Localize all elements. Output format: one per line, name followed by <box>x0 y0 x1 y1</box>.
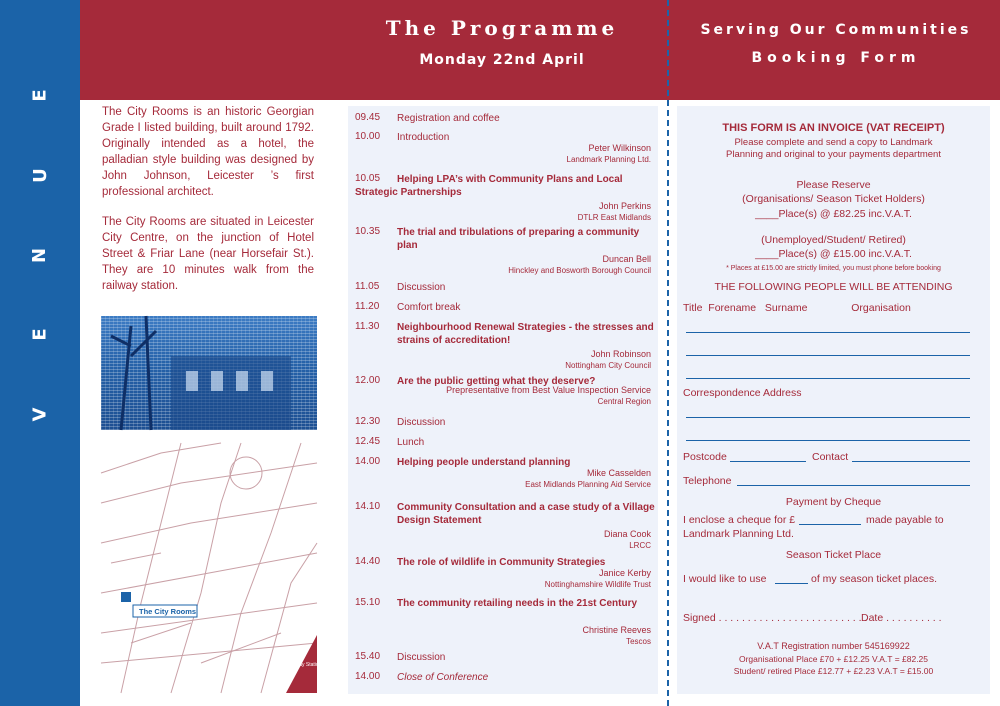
speaker-name: John Robinson <box>590 349 651 359</box>
programme-session: The community retailing needs in the 21st Century <box>397 598 638 609</box>
org-place-price: Organisational Place £70 + £12.25 V.A.T = £82.25 <box>738 654 929 664</box>
correspondence-label: Correspondence Address <box>683 387 802 399</box>
vat-registration: V.A.T Registration number 545169922 <box>757 641 910 651</box>
programme-time: 11.05 <box>355 281 380 292</box>
venue-sidebar <box>0 0 80 706</box>
speaker-name: Christine Reeves <box>582 625 651 635</box>
address-line-1[interactable] <box>686 417 970 418</box>
date-field[interactable]: Date . . . . . . . . . . <box>861 612 942 624</box>
city-rooms-marker <box>121 592 131 602</box>
programme-time: 11.20 <box>355 301 380 312</box>
programme-session: Comfort break <box>397 302 461 313</box>
street-map <box>101 443 322 693</box>
season-places-field[interactable] <box>775 583 808 584</box>
programme-time: 14.00 <box>355 671 381 682</box>
programme-time: 12.30 <box>355 416 381 427</box>
venue-description <box>102 104 314 308</box>
speaker-organisation: Nottinghamshire Wildlife Trust <box>544 580 651 589</box>
cheque-text: I enclose a cheque for £ <box>683 514 796 526</box>
unemployed-label: (Unemployed/Student/ Retired) <box>761 234 906 246</box>
programme-time: 12.45 <box>355 436 381 447</box>
season-heading: Season Ticket Place <box>785 549 882 561</box>
season-text: I would like to use <box>683 573 767 585</box>
venue-letter: U <box>29 167 51 183</box>
venue-paragraph: The City Rooms is an historic Georgian Grade I listed building, built around 1792. Originally intended as a hotel, the palladian style building was designed by John Johnson, Leicester ’s first professional architect. <box>102 106 314 198</box>
attendee-line-1[interactable] <box>686 332 970 333</box>
cheque-payable: made payable to <box>866 514 944 526</box>
programme-speaker <box>525 468 651 490</box>
programme-time: 11.30 <box>355 321 380 332</box>
speaker-name: Janice Kerby <box>598 568 651 578</box>
speaker-organisation: Central Region <box>597 397 651 406</box>
programme-time: 10.35 <box>355 226 381 237</box>
venue-letter: V <box>29 407 51 422</box>
programme-session: Discussion <box>397 417 446 428</box>
speaker-organisation: Hinckley and Bosworth Borough Council <box>508 266 651 275</box>
please-reserve: Please Reserve <box>796 179 871 191</box>
venue-paragraph: The City Rooms are situated in Leicester City Centre, on the junction of Hotel Street & Friar Lane (near Horsefair St.). They are 10 minutes walk from the railway station. <box>102 216 314 292</box>
programme-session: Are the public getting what they deserve? <box>397 376 596 387</box>
programme-session: Community Consultation and a case study of a Village Design Statement <box>397 502 655 526</box>
programme-speaker <box>582 625 651 647</box>
programme-session: Registration and coffee <box>397 113 500 124</box>
programme-session: The trial and tribulations of preparing a community plan <box>397 227 640 251</box>
place-8225-field[interactable]: ____Place(s) @ £82.25 inc.V.A.T. <box>755 208 912 220</box>
programme-session: Helping LPA’s with Community Plans and Local Strategic Partnerships <box>355 174 623 198</box>
speaker-organisation: Landmark Planning Ltd. <box>566 155 651 164</box>
programme-time: 15.10 <box>355 597 381 608</box>
season-text-end: of my season ticket places. <box>811 573 938 585</box>
programme-time: 15.40 <box>355 651 381 662</box>
programme-session: The role of wildlife in Community Strategies <box>397 557 606 568</box>
speaker-organisation: LRCC <box>629 541 651 550</box>
speaker-name: John Perkins <box>598 201 651 211</box>
place-1500-field[interactable]: ____Place(s) @ £15.00 inc.V.A.T. <box>755 248 912 260</box>
student-place-price: Student/ retired Place £12.77 + £2.23 V.A.T = £15.00 <box>733 666 934 676</box>
telephone-label: Telephone <box>683 475 732 487</box>
programme-speaker <box>446 385 651 407</box>
speaker-organisation: East Midlands Planning Aid Service <box>525 480 651 489</box>
programme-speaker <box>578 201 651 223</box>
map-station-label: Railway Station <box>287 662 322 668</box>
programme-time: 10.00 <box>355 131 381 142</box>
city-rooms-photo <box>101 316 317 430</box>
programme-session: Lunch <box>397 437 425 448</box>
attending-heading: THE FOLLOWING PEOPLE WILL BE ATTENDING <box>714 281 953 293</box>
cheque-payee: Landmark Planning Ltd. <box>683 528 794 540</box>
speaker-name: Prepresentative from Best Value Inspection Service <box>446 385 651 395</box>
attendee-line-2[interactable] <box>686 355 970 356</box>
programme-session: Helping people understand planning <box>397 457 571 468</box>
programme-session: Introduction <box>397 132 450 143</box>
venue-letter: N <box>29 247 51 263</box>
speaker-name: Mike Casselden <box>586 468 651 478</box>
postcode-label: Postcode <box>683 451 727 463</box>
programme-speaker <box>565 349 651 371</box>
speaker-name: Duncan Bell <box>602 254 651 264</box>
address-line-2[interactable] <box>686 440 970 441</box>
programme-speaker <box>567 143 652 165</box>
speaker-name: Peter Wilkinson <box>588 143 651 153</box>
programme-time: 09.45 <box>355 112 381 123</box>
form-subtitle: Booking Form <box>751 50 921 66</box>
places-note: * Places at £15.00 are strictly limited, you must phone before booking <box>726 265 941 272</box>
form-title: Serving Our Communities <box>700 22 972 38</box>
speaker-organisation: Nottingham City Council <box>565 361 651 370</box>
attendee-columns: Title Forename Surname Organisation <box>683 302 911 314</box>
programme-speaker <box>604 529 651 551</box>
building-illustration <box>101 316 317 430</box>
programme-time: 12.00 <box>355 375 381 386</box>
programme-session: Neighbourhood Renewal Strategies - the stresses and strains of accreditation! <box>397 322 654 346</box>
programme-time: 14.10 <box>355 501 381 512</box>
speaker-organisation: DTLR East Midlands <box>577 213 651 222</box>
attendee-line-3[interactable] <box>686 378 970 379</box>
programme-time: 14.00 <box>355 456 381 467</box>
contact-label: Contact <box>812 451 849 463</box>
org-season-holders: (Organisations/ Season Ticket Holders) <box>742 193 925 205</box>
programme-time: 10.05 <box>355 173 381 184</box>
programme-time: 14.40 <box>355 556 381 567</box>
map-label: The City Rooms <box>139 607 197 616</box>
programme-title: The Programme <box>385 16 619 40</box>
form-instructions: Please complete and send a copy to Landmark Planning and original to your payments department <box>726 137 941 160</box>
programme-speaker <box>508 254 651 276</box>
speaker-organisation: Tescos <box>626 637 651 646</box>
payment-heading: Payment by Cheque <box>785 496 882 508</box>
speaker-name: Diana Cook <box>603 529 651 539</box>
signed-field[interactable]: Signed . . . . . . . . . . . . . . . . . . . . . . . . . . <box>683 612 868 624</box>
location-map <box>101 443 322 693</box>
programme-speaker <box>545 568 651 590</box>
postcode-field[interactable] <box>730 461 806 462</box>
telephone-field[interactable] <box>737 485 970 486</box>
fold-divider <box>667 0 669 706</box>
programme-session: Close of Conference <box>397 672 489 683</box>
venue-vertical-title <box>0 85 80 425</box>
programme-session: Discussion <box>397 652 446 663</box>
cheque-amount-field[interactable] <box>799 524 861 525</box>
venue-letter: E <box>29 328 51 341</box>
venue-letter: E <box>29 89 51 102</box>
programme-session: Discussion <box>397 282 446 293</box>
contact-field[interactable] <box>852 461 970 462</box>
programme-date: Monday 22nd April <box>419 52 585 68</box>
invoice-heading: THIS FORM IS AN INVOICE (VAT RECEIPT) <box>722 122 945 134</box>
